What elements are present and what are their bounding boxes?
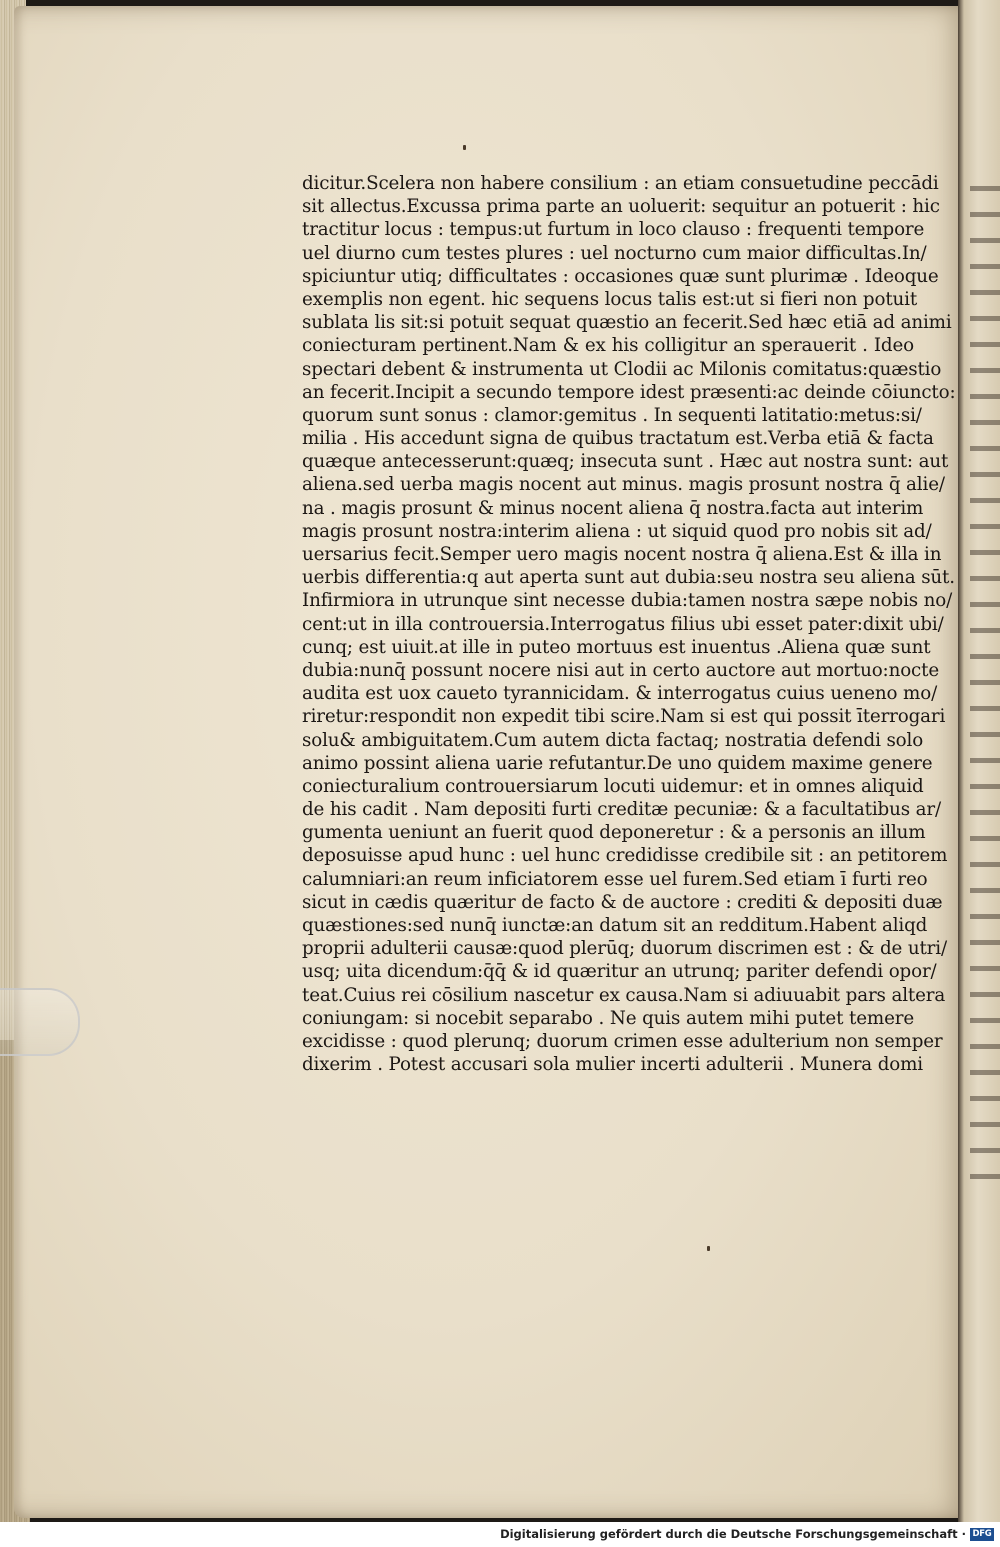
text-line: coniecturalium controuersiarum locuti uidemur: et in omnes aliquid — [302, 775, 924, 797]
text-line: dicitur.Scelera non habere consilium : an etiam consuetudine peccādi — [302, 173, 939, 194]
text-line: uerbis differentia:q aut aperta sunt aut dubia:seu nostra seu aliena sūt. — [302, 567, 955, 589]
text-line: calumniari:an reum inficiatorem esse uel furem.Sed etiam ī furti reo — [302, 868, 928, 890]
body-text-block — [302, 172, 956, 1076]
text-line: tractitur locus : tempus:ut furtum in loco clauso : frequenti tempore — [302, 219, 925, 241]
text-line: Infirmiora in utrunque sint necesse dubia:tamen nostra sæpe nobis no/ — [302, 590, 953, 612]
text-line: na . magis prosunt & minus nocent aliena q̄ nostra.facta aut interim — [302, 497, 924, 519]
text-line: gumenta ueniunt an fuerit quod deponeretur : & a personis an illum — [302, 822, 926, 844]
ink-speck — [463, 145, 466, 150]
text-line: quæque antecesserunt:quæq; insecuta sunt . Hæc aut nostra sunt: aut — [302, 451, 949, 473]
text-line: sit allectus.Excussa prima parte an uoluerit: sequitur an potuerit : hic — [302, 196, 940, 218]
text-line: audita est uox caueto tyrannicidam. & interrogatus cuius ueneno mo/ — [302, 683, 938, 705]
text-line: proprii adulterii causæ:quod plerūq; duorum discrimen est : & de utri/ — [302, 938, 947, 960]
text-line: milia . His accedunt signa de quibus tractatum est.Verba etiā & facta — [302, 428, 934, 450]
footer-credit: Digitalisierung gefördert durch die Deutsche Forschungsgemeinschaft · — [500, 1527, 966, 1541]
ink-speck — [707, 1246, 710, 1251]
text-line: magis prosunt nostra:interim aliena : ut siquid quod pro nobis sit ad/ — [302, 520, 932, 542]
facing-page-text-fragments — [970, 170, 1000, 1200]
page-clip — [0, 988, 80, 1056]
text-line: excidisse : quod plerunq; duorum crimen esse adulterium non semper — [302, 1030, 943, 1052]
text-line: an fecerit.Incipit a secundo tempore idest præsenti:ac deinde cōiuncto: — [302, 381, 956, 403]
text-line: cunq; est uiuit.at ille in puteo mortuus est inuentus .Aliena quæ sunt — [302, 636, 931, 658]
text-line: uersarius fecit.Semper uero magis nocent nostra q̄ aliena.Est & illa in — [302, 544, 942, 565]
text-line: sublata lis sit:si potuit sequat quæstio an fecerit.Sed hæc etiā ad animi — [302, 312, 952, 334]
text-line: exemplis non egent. hic sequens locus talis est:ut si fieri non potuit — [302, 288, 918, 310]
text-line: teat.Cuius rei cōsilium nascetur ex causa.Nam si adiuuabit pars altera — [302, 984, 946, 1006]
text-line: uel diurno cum testes plures : uel nocturno cum maior difficultas.In/ — [302, 242, 927, 264]
dfg-logo: DFG — [970, 1528, 994, 1541]
text-line: riretur:respondit non expedit tibi scire.Nam si est qui possit īterrogari — [302, 706, 946, 728]
text-line: deposuisse apud hunc : uel hunc credidisse credibile sit : an petitorem — [302, 845, 948, 867]
text-line: solu& ambiguitatem.Cum autem dicta factaq; nostratia defendi solo — [302, 729, 924, 751]
text-line: animo possint aliena uarie refutantur.De uno quidem maxime genere — [302, 752, 933, 774]
text-line: quorum sunt sonus : clamor:gemitus . In sequenti latitatio:metus:si/ — [302, 404, 922, 426]
text-line: de his cadit . Nam depositi furti creditæ pecuniæ: & a facultatibus ar/ — [302, 799, 941, 821]
text-line: cent:ut in illa controuersia.Interrogatus filius ubi esset pater:dixit ubi/ — [302, 613, 944, 635]
text-line: dixerim . Potest accusari sola mulier incerti adulterii . Munera domi — [302, 1054, 923, 1076]
text-line: coniecturam pertinent.Nam & ex his colligitur an sperauerit . Ideo — [302, 335, 914, 357]
footer-bar — [0, 1522, 1000, 1547]
text-line: sicut in cædis quæritur de facto & de auctore : crediti & depositi duæ — [302, 891, 943, 913]
text-line: spiciuntur utiq; difficultates : occasiones quæ sunt plurimæ . Ideoque — [302, 265, 939, 287]
text-line: quæstiones:sed nunq̄ iunctæ:an datum sit an redditum.Habent aliqd — [302, 915, 928, 936]
text-line: dubia:nunq̄ possunt nocere nisi aut in certo auctore aut mortuo:nocte — [302, 659, 939, 681]
text-line: coniungam: si nocebit separabo . Ne quis autem mihi putet temere — [302, 1007, 914, 1029]
text-line: usq; uita dicendum:q̄q̄ & id quæritur an utrunq; pariter defendi opor/ — [302, 961, 937, 983]
text-line: spectari debent & instrumenta ut Clodii ac Milonis comitatus:quæstio — [302, 358, 942, 380]
text-line: aliena.sed uerba magis nocent aut minus. magis prosunt nostra q̄ alie/ — [302, 474, 945, 496]
